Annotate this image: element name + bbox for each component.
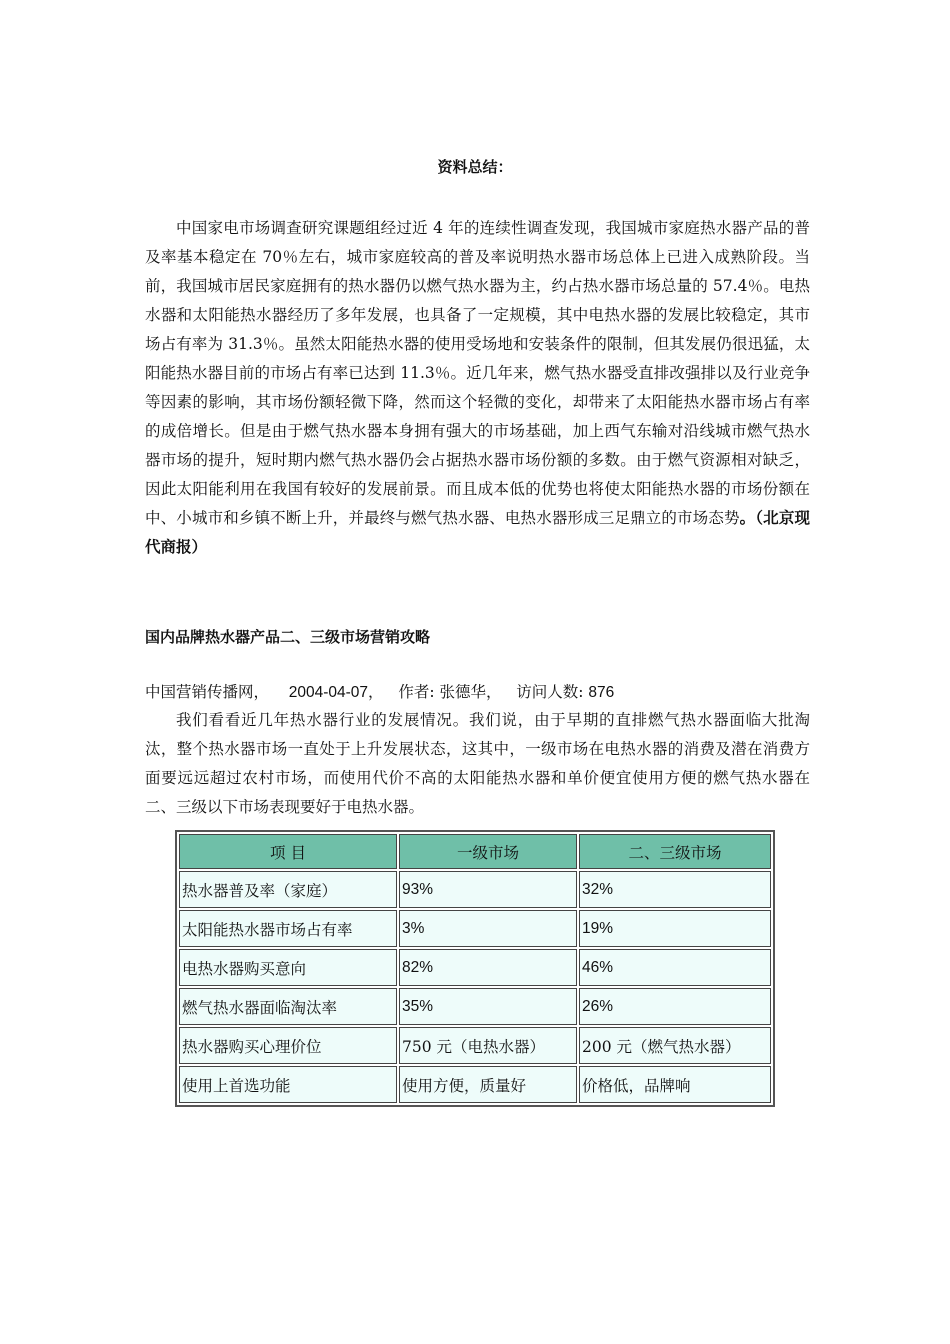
table-row [179,949,771,986]
meta-date: 2004-04-07， [288,684,384,701]
table-row [179,1027,771,1064]
table-header: 项 目 [179,834,397,869]
table-header-row [179,834,771,869]
table-cell: 46% [579,949,771,986]
table-cell: 价格低，品牌响 [579,1066,771,1103]
table-cell: 3% [399,910,577,947]
table-row [179,1066,771,1103]
table-cell: 82% [399,949,577,986]
table-cell: 35% [399,988,577,1025]
meta-visits: 876 [588,684,615,701]
meta-site: 中国营销传播网， [145,683,270,701]
table-cell: 电热水器购买意向 [179,949,397,986]
table-cell: 燃气热水器面临淘汰率 [179,988,397,1025]
table-cell: 热水器普及率（家庭） [179,871,397,908]
market-table [175,830,775,1107]
table-cell: 热水器购买心理价位 [179,1027,397,1064]
table-cell: 26% [579,988,771,1025]
table-cell: 750 元（电热水器） [399,1027,577,1064]
table-header: 二、三级市场 [579,834,771,869]
table-cell: 19% [579,910,771,947]
table-row [179,871,771,908]
summary-paragraph [145,214,810,562]
article-paragraph: 我们看看近几年热水器行业的发展情况。我们说，由于早期的直排燃气热水器面临大批淘汰，整个热水器市场一直处于上升发展状态，这其中，一级市场在电热水器的消费及潜在消费方面要远远超过农村市场，而使用代价不高的太阳能热水器和单价便宜使用方便的燃气热水器在二、三级以下市场表现要好于电热水器。 [145,711,810,816]
meta-visits-label: 访问人数: [516,683,589,701]
table-cell: 32% [579,871,771,908]
table-cell: 使用方便，质量好 [399,1066,577,1103]
table-cell: 太阳能热水器市场占有率 [179,910,397,947]
section-heading: 国内品牌热水器产品二、三级市场营销攻略 [145,628,431,646]
document-title: 资料总结： [437,158,513,176]
table-header: 一级市场 [399,834,577,869]
article-meta [145,680,614,702]
table-row [179,988,771,1025]
summary-source: 。（北京现代商报） [145,509,810,556]
table-cell: 93% [399,871,577,908]
summary-text: 中国家电市场调查研究课题组经过近 4 年的连续性调查发现，我国城市家庭热水器产品的普及率基本稳定在 70％左右，城市家庭较高的普及率说明热水器市场总体上已进入成熟阶段。当前，我国城市居民家庭拥有的热水器仍以燃气热水器为主，约占热水器市场总量的 57.4％。电热水器和太阳能热水器经历了多年发展，也具备了一定规模，其中电热水器的发展比较稳定，其市场占有率为 31.3％。虽然太阳能热水器的使用受场地和安装条件的限制，但其发展仍很迅猛，太阳能热水器目前的市场占有率已达到 11.3％。近几年来，燃气热水器受直排改强排以及行业竞争等因素的影响，其市场份额轻微下降，然而这个轻微的变化，却带来了太阳能热水器市场占有率的成倍增长。但是由于燃气热水器本身拥有强大的市场基础，加上西气东输对沿线城市燃气热水器市场的提升，短时期内燃气热水器仍会占据热水器市场份额的多数。由于燃气资源相对缺乏，因此太阳能利用在我国有较好的发展前景。而且成本低的优势也将使太阳能热水器的市场份额在中、小城市和乡镇不断上升，并最终与燃气热水器、电热水器形成三足鼎立的市场态势 [145,219,810,527]
meta-author: 作者: 张德华， [398,683,502,701]
table-cell: 200 元（燃气热水器） [579,1027,771,1064]
table-cell: 使用上首选功能 [179,1066,397,1103]
table-row [179,910,771,947]
